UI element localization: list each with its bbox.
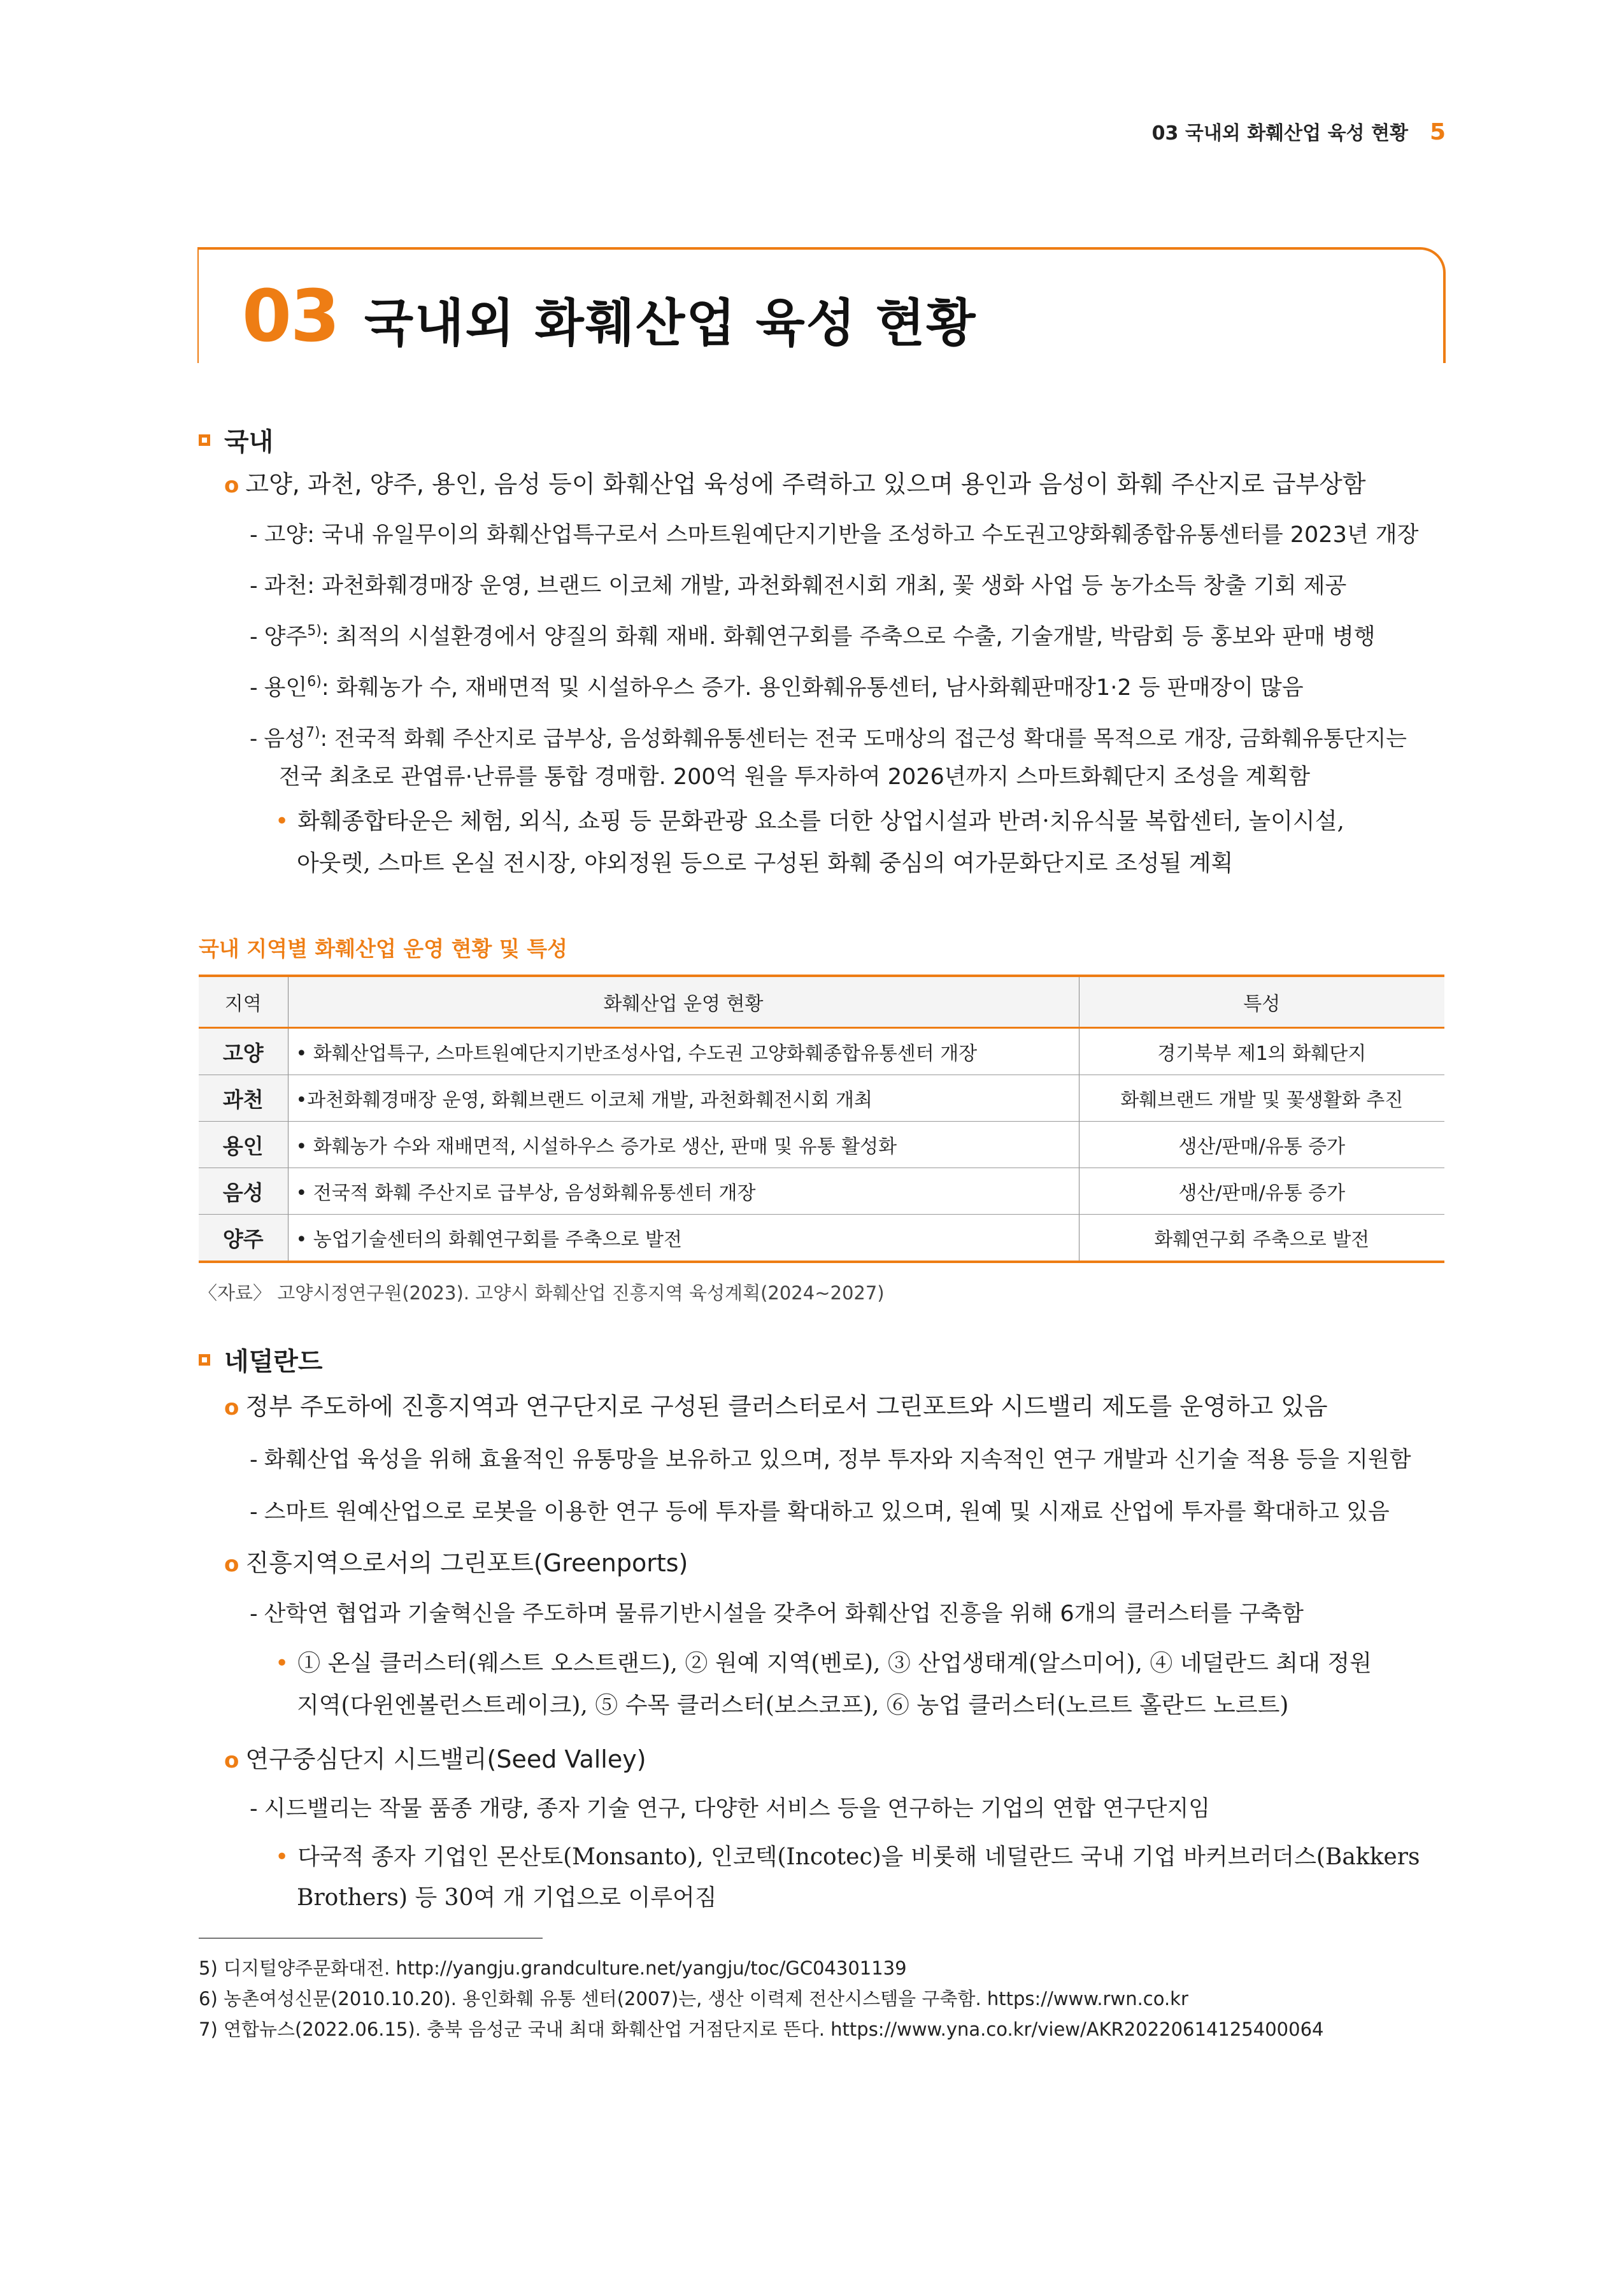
circle-bullet-icon: o — [224, 473, 239, 498]
level2-text: 과천: 과천화훼경매장 운영, 브랜드 이코체 개발, 과천화훼전시회 개최, 꽃 생화 사업 등 농가소득 창출 기회 제공 — [264, 573, 1347, 599]
level1-item — [224, 1745, 646, 1775]
table-header-cell: 특성 — [1079, 976, 1444, 1028]
level2-text: : 화훼농가 수, 재배면적 및 시설하우스 증가. 용인화훼유통센터, 남사화훼판매장1·2 등 판매장이 많음 — [321, 675, 1304, 701]
table-row — [199, 1075, 1444, 1122]
status-cell: • 전국적 화훼 주산지로 급부상, 음성화훼유통센터 개장 — [288, 1168, 1079, 1215]
level2-item: - 시드밸리는 작물 품종 개량, 종자 기술 연구, 다양한 서비스 등을 연구하는 기업의 연합 연구단지임 — [250, 1796, 1211, 1822]
level3-continuation: 아웃렛, 스마트 온실 전시장, 야외정원 등으로 구성된 화훼 중심의 여가문화단지로 조성될 계획 — [297, 850, 1234, 876]
feature-cell: 경기북부 제1의 화훼단지 — [1079, 1028, 1444, 1075]
circle-bullet-icon: o — [224, 1748, 239, 1773]
chapter-number: 03 — [242, 275, 339, 358]
page-number: 5 — [1429, 119, 1446, 145]
level1-item — [224, 1392, 1328, 1422]
level3-text: 다국적 종자 기업인 몬산토(Monsanto), 인코텍(Incotec)을 비롯해 네덜란드 국내 기업 바커브러더스(Bakkers — [297, 1844, 1420, 1870]
square-bullet-icon — [199, 1354, 210, 1366]
level3-text: 화훼종합타운은 체험, 외식, 쇼핑 등 문화관광 요소를 더한 상업시설과 반려·치유식물 복합센터, 놀이시설, — [297, 808, 1344, 834]
table-header-row — [199, 976, 1444, 1028]
footnote-ref: 5) — [307, 623, 322, 639]
chapter-title — [242, 275, 977, 358]
status-cell: • 농업기술센터의 화훼연구회를 주축으로 발전 — [288, 1215, 1079, 1262]
table-header-cell: 지역 — [199, 976, 288, 1028]
feature-cell: 화훼브랜드 개발 및 꽃생활화 추진 — [1079, 1075, 1444, 1122]
level2-text: 고양: 국내 유일무이의 화훼산업특구로서 스마트원예단지기반을 조성하고 수도권고양화훼종합유통센터를 2023년 개장 — [264, 522, 1419, 548]
dot-bullet-icon: • — [275, 1844, 289, 1870]
level2-label: 용인 — [264, 675, 308, 701]
status-cell: • 화훼농가 수와 재배면적, 시설하우스 증가로 생산, 판매 및 유통 활성화 — [288, 1122, 1079, 1168]
feature-cell: 생산/판매/유통 증가 — [1079, 1168, 1444, 1215]
table-row — [199, 1168, 1444, 1215]
table-header-cell: 화훼산업 운영 현황 — [288, 976, 1079, 1028]
section-heading-netherlands — [199, 1341, 323, 1378]
status-cell: •과천화훼경매장 운영, 화훼브랜드 이코체 개발, 과천화훼전시회 개최 — [288, 1075, 1079, 1122]
circle-bullet-icon: o — [224, 1395, 239, 1420]
circle-bullet-icon: o — [224, 1552, 239, 1577]
level3-item — [275, 1843, 1420, 1871]
footnote: 5) 디지털양주문화대전. http://yangju.grandculture.net/yangju/toc/GC04301139 — [199, 1957, 907, 1979]
footnote: 7) 연합뉴스(2022.06.15). 충북 음성군 국내 최대 화훼산업 거점단지로 뜬다. https://www.yna.co.kr/view/AKR20220614125400064 — [199, 2018, 1324, 2040]
level2-text: 화훼산업 육성을 위해 효율적인 유통망을 보유하고 있으며, 정부 투자와 지속적인 연구 개발과 신기술 적용 등을 지원함 — [264, 1447, 1411, 1473]
footnote-ref: 6) — [307, 674, 322, 690]
level3-continuation: Brothers) 등 30여 개 기업으로 이루어짐 — [297, 1885, 717, 1911]
region-cell: 음성 — [199, 1168, 288, 1215]
level2-label: 음성 — [264, 726, 306, 752]
level2-text: 산학연 협업과 기술혁신을 주도하며 물류기반시설을 갖추어 화훼산업 진흥을 위해 6개의 클러스터를 구축함 — [264, 1601, 1304, 1627]
footnote: 6) 농촌여성신문(2010.10.20). 용인화훼 유통 센터(2007)는, 생산 이력제 전산시스템을 구축함. https://www.rwn.co.kr — [199, 1988, 1188, 2010]
level2-text: 시드밸리는 작물 품종 개량, 종자 기술 연구, 다양한 서비스 등을 연구하는 기업의 연합 연구단지임 — [264, 1796, 1211, 1822]
level2-label: 양주 — [264, 624, 308, 650]
section-heading-text: 국내 — [224, 427, 274, 457]
table-row — [199, 1028, 1444, 1075]
level1-item — [224, 1549, 688, 1578]
region-cell: 과천 — [199, 1075, 288, 1122]
level3-text: ① 온실 클러스터(웨스트 오스트랜드), ② 원예 지역(벤로), ③ 산업생태계(알스미어), ④ 네덜란드 최대 정원 — [297, 1650, 1372, 1676]
dot-bullet-icon: • — [275, 808, 289, 834]
status-cell: • 화훼산업특구, 스마트원예단지기반조성사업, 수도권 고양화훼종합유통센터 개장 — [288, 1028, 1079, 1075]
table-row — [199, 1215, 1444, 1262]
running-head-title: 03 국내외 화훼산업 육성 현황 — [1151, 122, 1408, 145]
table-source: 〈자료〉 고양시정연구원(2023). 고양시 화훼산업 진흥지역 육성계획(2024~2027) — [199, 1282, 885, 1304]
level3-continuation: 지역(다윈엔볼런스트레이크), ⑤ 수목 클러스터(보스코프), ⑥ 농업 클러스터(노르트 홀란드 노르트) — [297, 1692, 1289, 1718]
level2-item: - 양주$^{5)}$: 최적의 시설환경에서 양질의 화훼 재배. 화훼연구회를 주축으로 수출, 기술개발, 박람회 등 홍보와 판매 병행 — [250, 623, 1376, 650]
level2-text: 스마트 원예산업으로 로봇을 이용한 연구 등에 투자를 확대하고 있으며, 원예 및 시재료 산업에 투자를 확대하고 있음 — [264, 1499, 1390, 1525]
running-head — [1152, 117, 1446, 145]
level2-item: - 화훼산업 육성을 위해 효율적인 유통망을 보유하고 있으며, 정부 투자와 지속적인 연구 개발과 신기술 적용 등을 지원함 — [250, 1447, 1411, 1473]
feature-cell: 생산/판매/유통 증가 — [1079, 1122, 1444, 1168]
level1-item — [224, 470, 1366, 499]
level1-text: 정부 주도하에 진흥지역과 연구단지로 구성된 클러스터로서 그린포트와 시드밸리 제도를 운영하고 있음 — [245, 1392, 1328, 1420]
level2-item: - 스마트 원예산업으로 로봇을 이용한 연구 등에 투자를 확대하고 있으며, 원예 및 시재료 산업에 투자를 확대하고 있음 — [250, 1499, 1390, 1525]
level3-item — [275, 808, 1344, 836]
region-cell: 양주 — [199, 1215, 288, 1262]
chapter-title-text: 국내외 화훼산업 육성 현황 — [364, 294, 977, 353]
level2-item: - 과천: 과천화훼경매장 운영, 브랜드 이코체 개발, 과천화훼전시회 개최, 꽃 생화 사업 등 농가소득 창출 기회 제공 — [250, 573, 1347, 599]
footnote-divider — [199, 1938, 543, 1939]
table-row — [199, 1122, 1444, 1168]
region-cell: 용인 — [199, 1122, 288, 1168]
level2-text: : 최적의 시설환경에서 양질의 화훼 재배. 화훼연구회를 주축으로 수출, 기술개발, 박람회 등 홍보와 판매 병행 — [321, 624, 1376, 650]
level2-item: - 음성$^{7)}$: 전국적 화훼 주산지로 급부상, 음성화훼유통센터는 전국 도매상의 접근성 확대를 목적으로 개장, 금화훼유통단지는 — [250, 725, 1407, 752]
section-heading-domestic — [199, 422, 273, 458]
level1-text: 연구중심단지 시드밸리(Seed Valley) — [245, 1745, 646, 1773]
section-heading-text: 네덜란드 — [224, 1347, 323, 1376]
level1-text: 진흥지역으로서의 그린포트(Greenports) — [245, 1549, 688, 1577]
level3-item — [275, 1650, 1372, 1678]
dot-bullet-icon: • — [275, 1650, 289, 1676]
region-table — [199, 975, 1444, 1263]
table-caption: 국내 지역별 화훼산업 운영 현황 및 특성 — [199, 936, 567, 961]
level2-item: - 산학연 협업과 기술혁신을 주도하며 물류기반시설을 갖추어 화훼산업 진흥을 위해 6개의 클러스터를 구축함 — [250, 1601, 1304, 1627]
level2-item: - 용인$^{6)}$: 화훼농가 수, 재배면적 및 시설하우스 증가. 용인화훼유통센터, 남사화훼판매장1·2 등 판매장이 많음 — [250, 674, 1304, 701]
square-bullet-icon — [199, 434, 210, 446]
feature-cell: 화훼연구회 주축으로 발전 — [1079, 1215, 1444, 1262]
footnote-ref: 7) — [305, 725, 320, 741]
level2-item: - 고양: 국내 유일무이의 화훼산업특구로서 스마트원예단지기반을 조성하고 수도권고양화훼종합유통센터를 2023년 개장 — [250, 522, 1419, 548]
level1-text: 고양, 과천, 양주, 용인, 음성 등이 화훼산업 육성에 주력하고 있으며 용인과 음성이 화훼 주산지로 급부상함 — [245, 470, 1366, 498]
level2-continuation: 전국 최초로 관엽류·난류를 통합 경매함. 200억 원을 투자하여 2026년까지 스마트화훼단지 조성을 계획함 — [279, 764, 1311, 790]
level2-text: : 전국적 화훼 주산지로 급부상, 음성화훼유통센터는 전국 도매상의 접근성 확대를 목적으로 개장, 금화훼유통단지는 — [320, 726, 1407, 752]
region-cell: 고양 — [199, 1028, 288, 1075]
